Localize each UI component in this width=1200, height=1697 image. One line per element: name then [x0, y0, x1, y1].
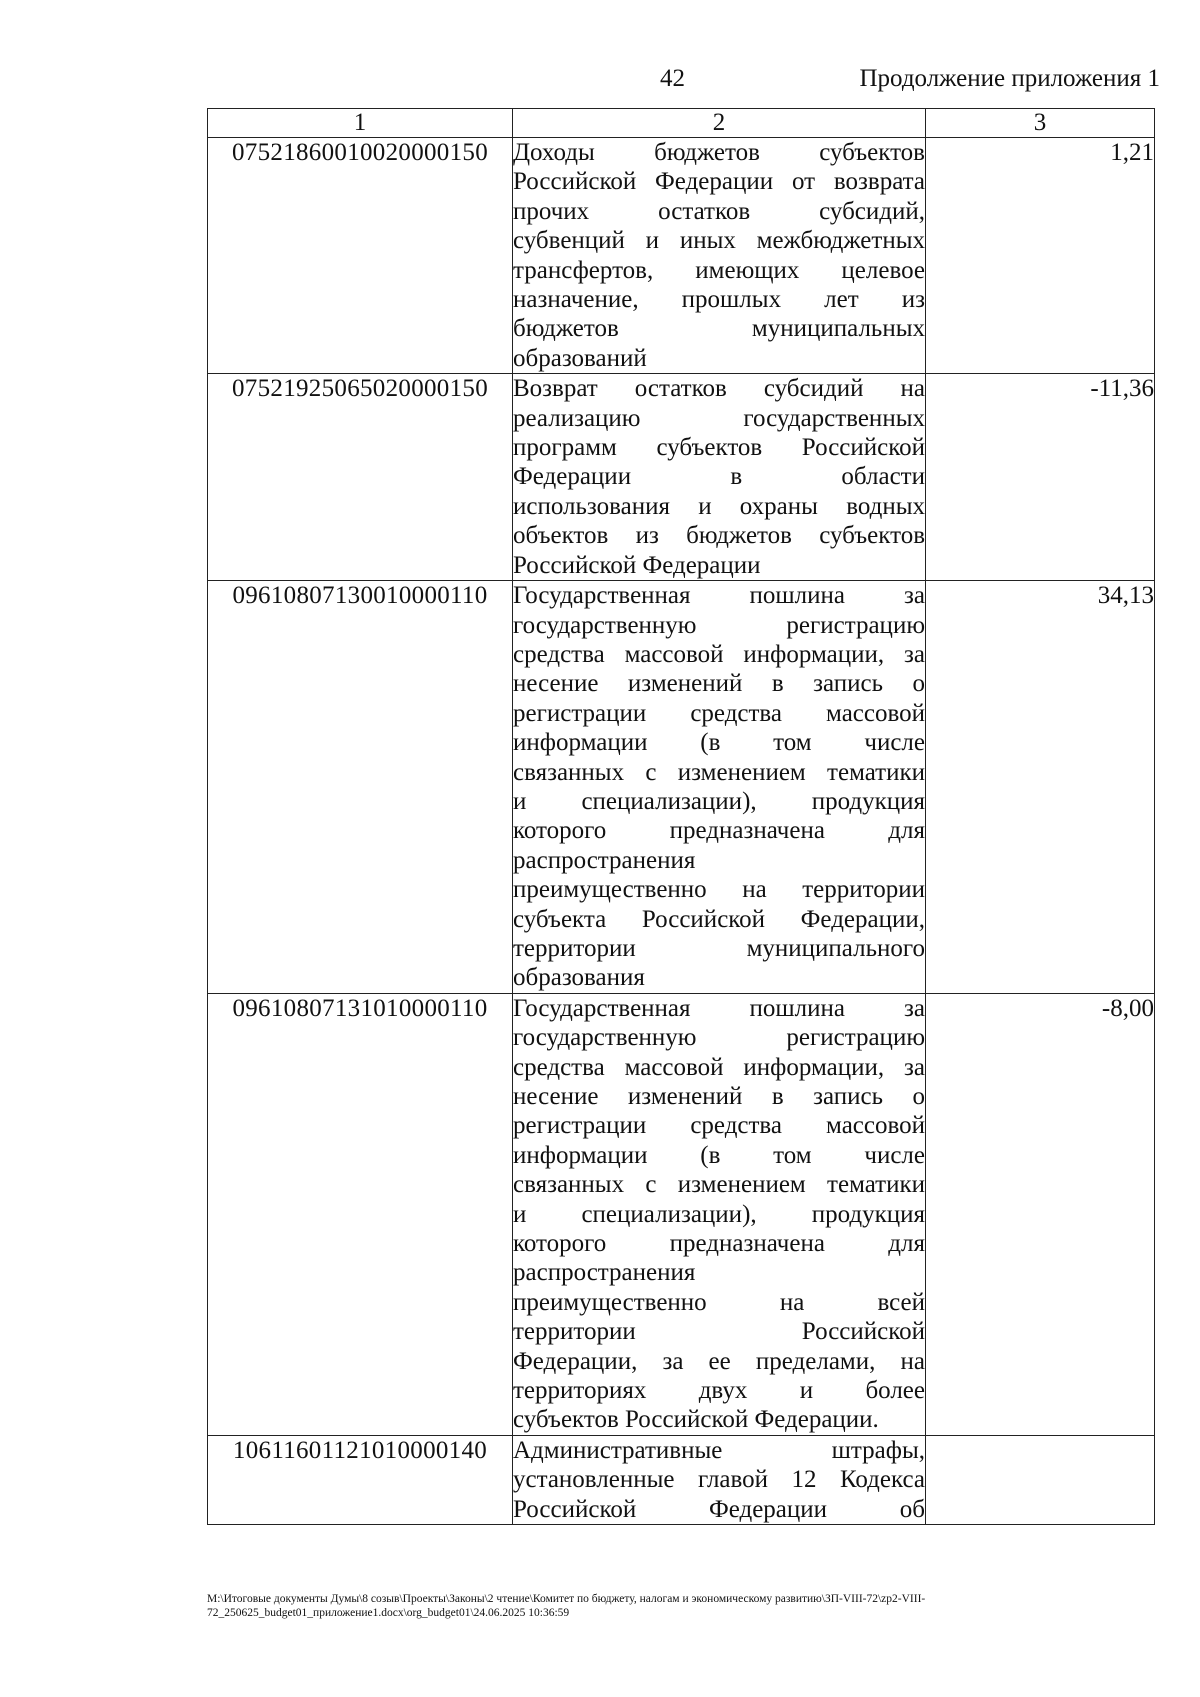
- description-line: средства массовой информации, за: [513, 640, 925, 668]
- column-header-1: 1: [208, 109, 513, 138]
- description-line: Российской Федерации об: [513, 1495, 925, 1523]
- description-line: субъектов Российской Федерации.: [513, 1406, 879, 1434]
- description-line: информации (в том числе: [513, 729, 925, 757]
- description-line: Российской Федерации: [513, 551, 761, 579]
- description-line: территории муниципального: [513, 934, 925, 962]
- description-line: субвенций и иных межбюджетных: [513, 227, 925, 255]
- description-line: назначение, прошлых лет из: [513, 286, 925, 314]
- description-line: распространения: [513, 846, 696, 874]
- description-line: программ субъектов Российской: [513, 434, 925, 462]
- description-line: территориях двух и более: [513, 1377, 925, 1405]
- description-line: средства массовой информации, за: [513, 1053, 925, 1081]
- description-cell: [513, 138, 926, 374]
- document-path-footer: [207, 1592, 1157, 1620]
- description-line: Федерации, за ее пределами, на: [513, 1347, 925, 1375]
- description-line: Государственная пошлина за: [513, 582, 925, 610]
- description-cell: [513, 993, 926, 1435]
- description-line: бюджетов муниципальных: [513, 315, 925, 343]
- table-row: [208, 581, 1155, 994]
- description-line: Российской Федерации от возврата: [513, 168, 925, 196]
- description-line: регистрации средства массовой: [513, 699, 925, 727]
- description-line: Федерации в области: [513, 463, 925, 491]
- description-line: которого предназначена для: [513, 817, 925, 845]
- description-line: несение изменений в запись о: [513, 1083, 925, 1110]
- description-line: распространения: [513, 1259, 696, 1287]
- continuation-label: Продолжение приложения 1: [859, 65, 1160, 92]
- amount-cell: 1,21: [926, 138, 1155, 374]
- description-line: использования и охраны водных: [513, 492, 925, 520]
- table-row: [208, 374, 1155, 581]
- description-line: Доходы бюджетов субъектов: [513, 139, 925, 166]
- footer-path-line1: M:\Итоговые документы Думы\8 созыв\Проекты\Законы\2 чтение\Комитет по бюджету, налогам и экономическому развитию\ЗП-VIII-72\zp2-VIII-: [207, 1593, 926, 1605]
- description-line: Возврат остатков субсидий на: [513, 375, 925, 403]
- table-row: [208, 993, 1155, 1435]
- column-header-3: 3: [926, 109, 1155, 138]
- description-line: и специализации), продукция: [513, 787, 925, 815]
- budget-code-cell: 09610807130010000110: [208, 581, 513, 994]
- description-line: несение изменений в запись о: [513, 670, 925, 698]
- description-line: трансфертов, имеющих целевое: [513, 256, 925, 284]
- description-line: образования: [513, 964, 645, 992]
- description-cell: [513, 374, 926, 581]
- table-row: [208, 1435, 1155, 1524]
- column-header-2: 2: [513, 109, 926, 138]
- description-line: Государственная пошлина за: [513, 994, 925, 1022]
- description-line: образований: [513, 344, 647, 372]
- amount-cell: -11,36: [926, 374, 1155, 581]
- budget-table: [207, 108, 1155, 1525]
- description-line: регистрации средства массовой: [513, 1112, 925, 1140]
- table-header-row: [208, 109, 1155, 138]
- description-line: связанных с изменением тематики: [513, 758, 925, 786]
- description-line: государственную регистрацию: [513, 1024, 925, 1052]
- amount-cell: -8,00: [926, 993, 1155, 1435]
- description-line: прочих остатков субсидий,: [513, 197, 925, 225]
- description-line: преимущественно на территории: [513, 876, 925, 904]
- table-row: [208, 138, 1155, 374]
- description-line: и специализации), продукция: [513, 1200, 925, 1228]
- budget-code-cell: 10611601121010000140: [208, 1435, 513, 1524]
- description-cell: [513, 581, 926, 994]
- amount-cell: [926, 1435, 1155, 1524]
- budget-code-cell: 07521860010020000150: [208, 138, 513, 374]
- description-line: информации (в том числе: [513, 1141, 925, 1169]
- description-line: реализацию государственных: [513, 404, 925, 432]
- description-line: Административные штрафы,: [513, 1436, 925, 1464]
- description-line: государственную регистрацию: [513, 611, 925, 639]
- description-cell: [513, 1435, 926, 1524]
- description-line: связанных с изменением тематики: [513, 1171, 925, 1199]
- budget-code-cell: 07521925065020000150: [208, 374, 513, 581]
- page-number: 42: [660, 65, 685, 92]
- table-body: [208, 138, 1155, 1525]
- description-line: субъекта Российской Федерации,: [513, 905, 925, 933]
- description-line: объектов из бюджетов субъектов: [513, 522, 925, 550]
- budget-code-cell: 09610807131010000110: [208, 993, 513, 1435]
- description-line: которого предназначена для: [513, 1230, 925, 1258]
- description-line: установленные главой 12 Кодекса: [513, 1466, 925, 1494]
- description-line: территории Российской: [513, 1318, 925, 1346]
- description-line: преимущественно на всей: [513, 1288, 925, 1316]
- amount-cell: 34,13: [926, 581, 1155, 994]
- footer-path-line2: 72_250625_budget01_приложение1.docx\org_budget01\24.06.2025 10:36:59: [207, 1607, 570, 1619]
